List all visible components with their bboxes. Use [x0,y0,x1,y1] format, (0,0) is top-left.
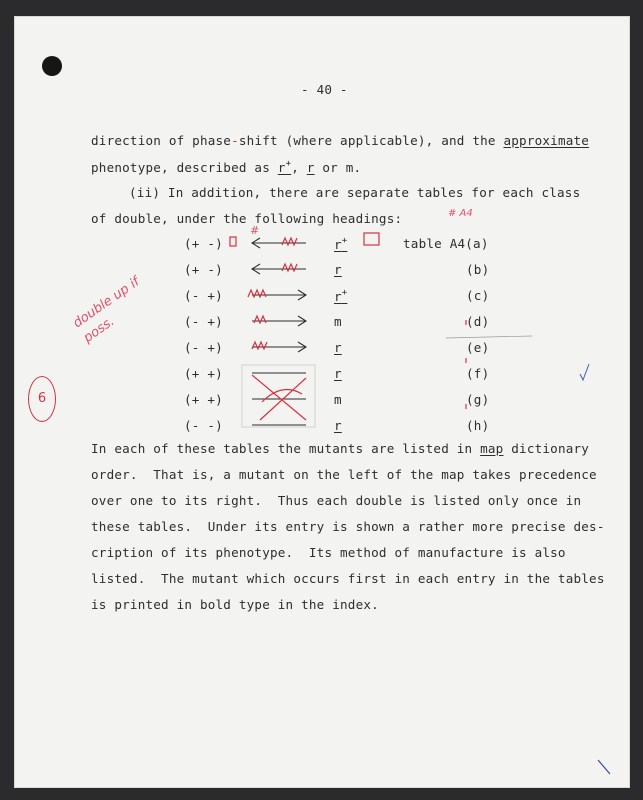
para2-line-5: cription of its phenotype. Its method of manufacture is also [91,545,566,560]
row-signs: (+ -) [184,236,223,251]
row-signs: (- +) [184,314,223,329]
row-signs: (- -) [184,418,223,433]
row-phenotype: r+ [334,236,348,252]
row-phenotype: r [334,366,342,381]
row-signs: (+ +) [184,366,223,381]
para2-line-4: these tables. Under its entry is shown a rather more precise des- [91,519,605,534]
body-line-4: of double, under the following headings: [91,211,403,226]
para2-line-3: over one to its right. Thus each double is listed only once in [91,493,582,508]
row-label: (h) [466,418,490,433]
document-page [14,16,630,788]
row-signs: (- +) [184,288,223,303]
hash-mark-a4: # A4 [448,208,473,219]
margin-note: double up if poss. [70,274,143,346]
row-label: (c) [466,288,490,303]
para2-line-1: In each of these tables the mutants are listed in map dictionary [91,441,590,456]
body-line-2: phenotype, described as r+, r or m. [91,159,362,175]
punch-hole [42,56,62,76]
row-phenotype: m [334,392,342,407]
row-phenotype: r [334,262,342,277]
circled-number: 6 [28,376,56,422]
row-label: (e) [466,340,490,355]
row-signs: (- +) [184,340,223,355]
row-label: (b) [466,262,490,277]
row-label: (g) [466,392,490,407]
row-phenotype: r [334,418,342,433]
para2-line-7: is printed in bold type in the index. [91,597,379,612]
body-line-3: (ii) In addition, there are separate tables for each class [129,185,581,200]
row-signs: (+ -) [184,262,223,277]
hash-mark: # [250,224,260,237]
page-number: - 40 - [301,82,348,97]
row-label: table A4(a) [403,236,489,251]
body-line-1: direction of phase-shift (where applicable), and the approximate [91,133,590,148]
row-phenotype: r+ [334,288,348,304]
row-phenotype: r [334,340,342,355]
para2-line-2: order. That is, a mutant on the left of the map takes precedence [91,467,597,482]
row-label: (d) [466,314,490,329]
row-signs: (+ +) [184,392,223,407]
row-label: (f) [466,366,490,381]
para2-line-6: listed. The mutant which occurs first in each entry in the tables [91,571,605,586]
row-phenotype: m [334,314,342,329]
